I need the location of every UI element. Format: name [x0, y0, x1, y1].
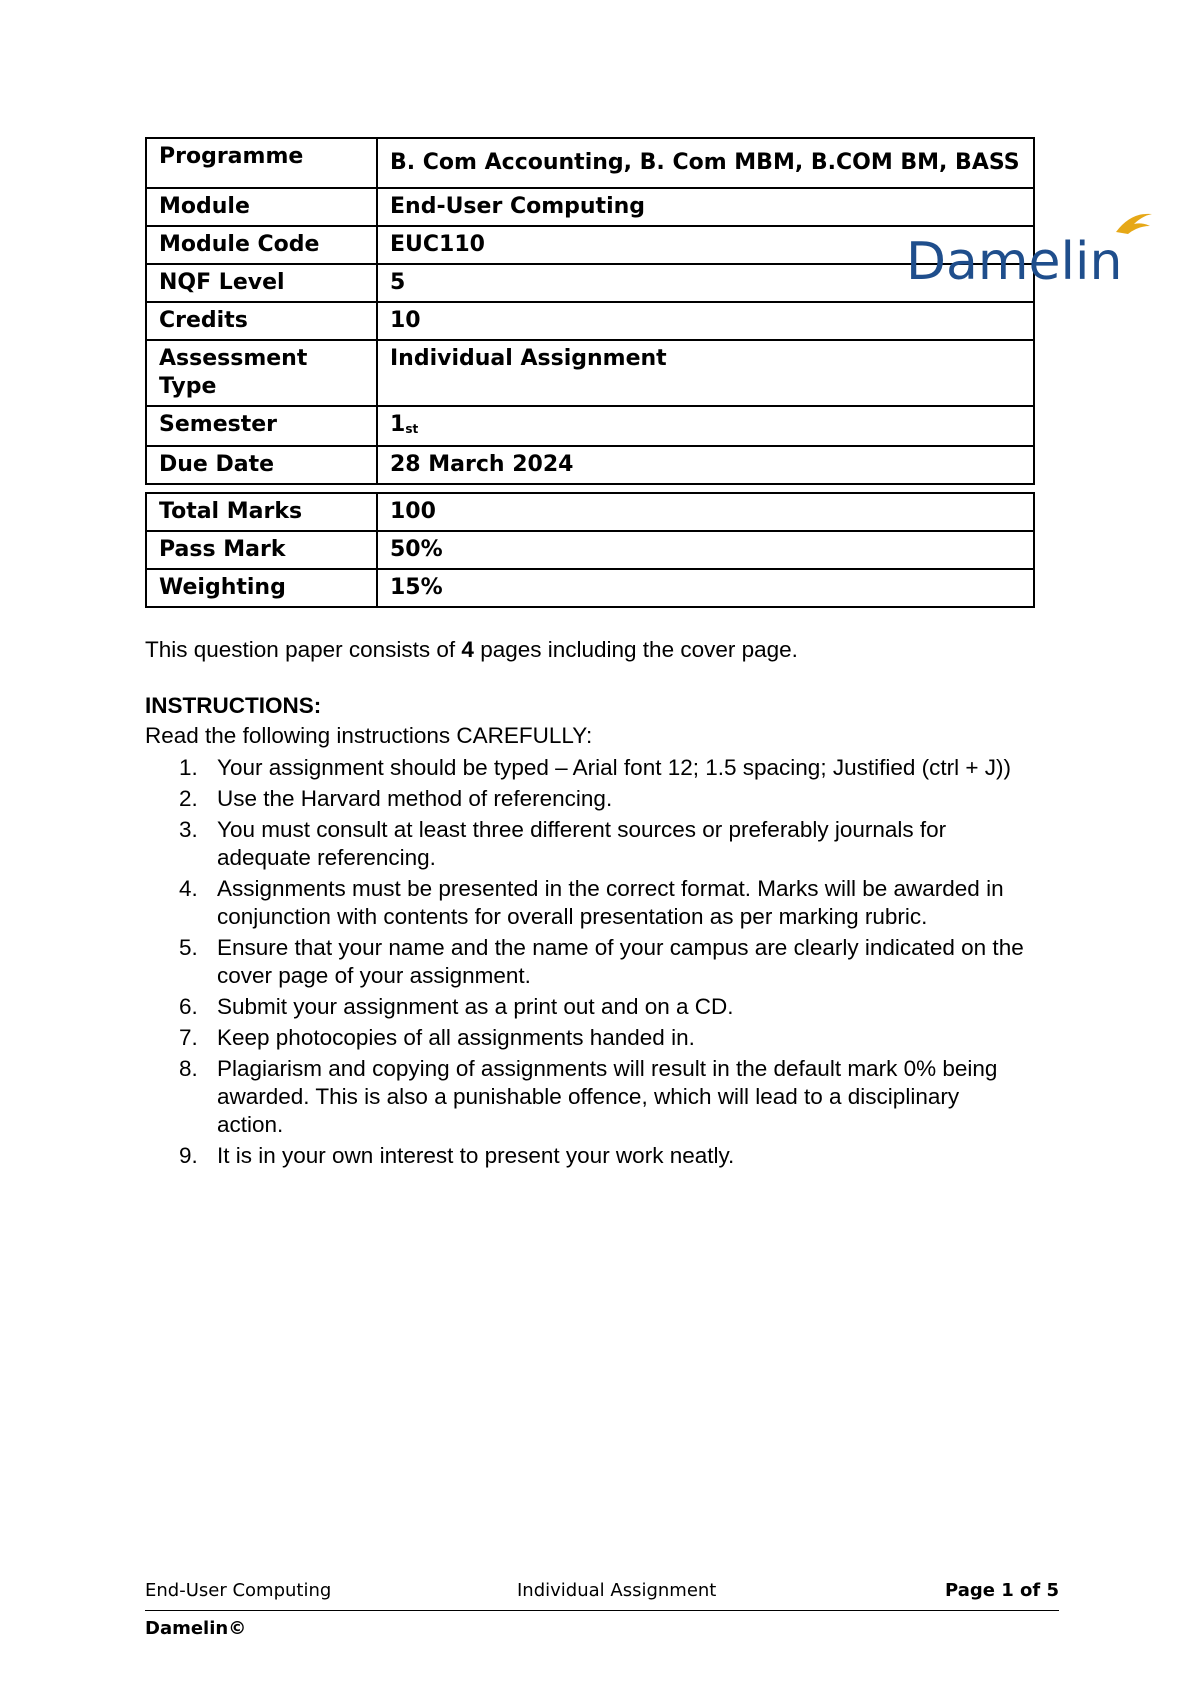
marks-table: [145, 492, 1035, 608]
page-total: 5: [1046, 1580, 1059, 1601]
item-text: Your assignment should be typed – Arial font 12; 1.5 spacing; Justified (ctrl + J)): [217, 755, 1011, 780]
semester-suffix: st: [405, 422, 419, 436]
footer-module: End-User Computing: [145, 1580, 332, 1601]
pages-note: [145, 637, 1045, 663]
list-item: [145, 875, 1045, 931]
item-number: 6.: [179, 994, 198, 1019]
item-text: Assignments must be presented in the correct format. Marks will be awarded in conjunction with contents for overall presentation as per marking rubric.: [217, 876, 1004, 929]
footer-assessment: Individual Assignment: [517, 1580, 717, 1601]
pass-mark-value: 50%: [377, 531, 1034, 569]
damelin-logo-graphic: [906, 204, 1200, 294]
list-item: [145, 754, 1045, 782]
page-current: 1: [1001, 1580, 1014, 1601]
table-row: [146, 493, 1034, 531]
table-row: [146, 264, 1034, 302]
cover-details-table: [145, 137, 1035, 485]
footer-page-number: [945, 1580, 1059, 1601]
module-code-value: EUC110: [377, 226, 1034, 264]
item-number: 9.: [179, 1143, 198, 1168]
total-marks-label: Total Marks: [146, 493, 377, 531]
item-text: It is in your own interest to present your work neatly.: [217, 1143, 735, 1168]
list-item: [145, 1024, 1045, 1052]
assessment-type-label: Assessment Type: [146, 340, 377, 406]
item-number: 5.: [179, 935, 198, 960]
credits-label: Credits: [146, 302, 377, 340]
table-row: [146, 138, 1034, 188]
table-row: [146, 340, 1034, 406]
pages-note-after: pages including the cover page.: [473, 637, 798, 662]
item-text: You must consult at least three different sources or preferably journals for adequate referencing.: [217, 817, 947, 870]
pass-mark-label: Pass Mark: [146, 531, 377, 569]
total-marks-value: 100: [377, 493, 1034, 531]
semester-value: 1: [390, 412, 406, 437]
table-row: [146, 569, 1034, 607]
item-text: Use the Harvard method of referencing.: [217, 786, 613, 811]
table-row: [146, 406, 1034, 446]
list-item: [145, 993, 1045, 1021]
item-number: 1.: [179, 755, 198, 780]
item-number: 7.: [179, 1025, 198, 1050]
table-row: [146, 446, 1034, 484]
module-value: End-User Computing: [377, 188, 1034, 226]
weighting-value: 15%: [377, 569, 1034, 607]
instructions-list: [145, 754, 1045, 1173]
table-row: [146, 226, 1034, 264]
programme-value: B. Com Accounting, B. Com MBM, B.COM BM, BASS: [377, 138, 1034, 188]
semester-cell: [377, 406, 1034, 446]
nqf-level-value: 5: [377, 264, 1034, 302]
table-row: [146, 531, 1034, 569]
damelin-logo: [906, 204, 1200, 294]
programme-label: Programme: [146, 138, 377, 188]
logo-wordmark: Damelin: [906, 232, 1123, 292]
list-item: [145, 785, 1045, 813]
item-text: Submit your assignment as a print out and on a CD.: [217, 994, 734, 1019]
credits-value: 10: [377, 302, 1034, 340]
item-number: 3.: [179, 817, 198, 842]
assessment-type-value: Individual Assignment: [377, 340, 1034, 406]
item-number: 2.: [179, 786, 198, 811]
module-code-label: Module Code: [146, 226, 377, 264]
item-text: Plagiarism and copying of assignments will result in the default mark 0% being awarded. This is also a punishable offence, which will lead to a disciplinary action.: [217, 1056, 998, 1137]
table-row: [146, 302, 1034, 340]
footer-divider: [145, 1610, 1059, 1611]
pages-note-before: This question paper consists of: [145, 637, 462, 662]
item-text: Ensure that your name and the name of your campus are clearly indicated on the cover page of your assignment.: [217, 935, 1024, 988]
semester-label: Semester: [146, 406, 377, 446]
weighting-label: Weighting: [146, 569, 377, 607]
list-item: [145, 1142, 1045, 1170]
footer-copyright: Damelin©: [145, 1618, 247, 1639]
list-item: [145, 934, 1045, 990]
pages-count: 4: [461, 637, 474, 662]
table-row: [146, 188, 1034, 226]
item-number: 4.: [179, 876, 198, 901]
due-date-label: Due Date: [146, 446, 377, 484]
page-prefix: Page: [944, 1580, 1002, 1601]
nqf-level-label: NQF Level: [146, 264, 377, 302]
module-label: Module: [146, 188, 377, 226]
item-number: 8.: [179, 1056, 198, 1081]
due-date-value: 28 March 2024: [377, 446, 1034, 484]
instructions-heading: INSTRUCTIONS:: [145, 693, 322, 718]
instructions-intro: Read the following instructions CAREFULLY:: [145, 723, 593, 748]
page-of: of: [1013, 1580, 1047, 1601]
list-item: [145, 816, 1045, 872]
item-text: Keep photocopies of all assignments handed in.: [217, 1025, 695, 1050]
list-item: [145, 1055, 1045, 1139]
swoosh-icon: [1116, 214, 1152, 234]
